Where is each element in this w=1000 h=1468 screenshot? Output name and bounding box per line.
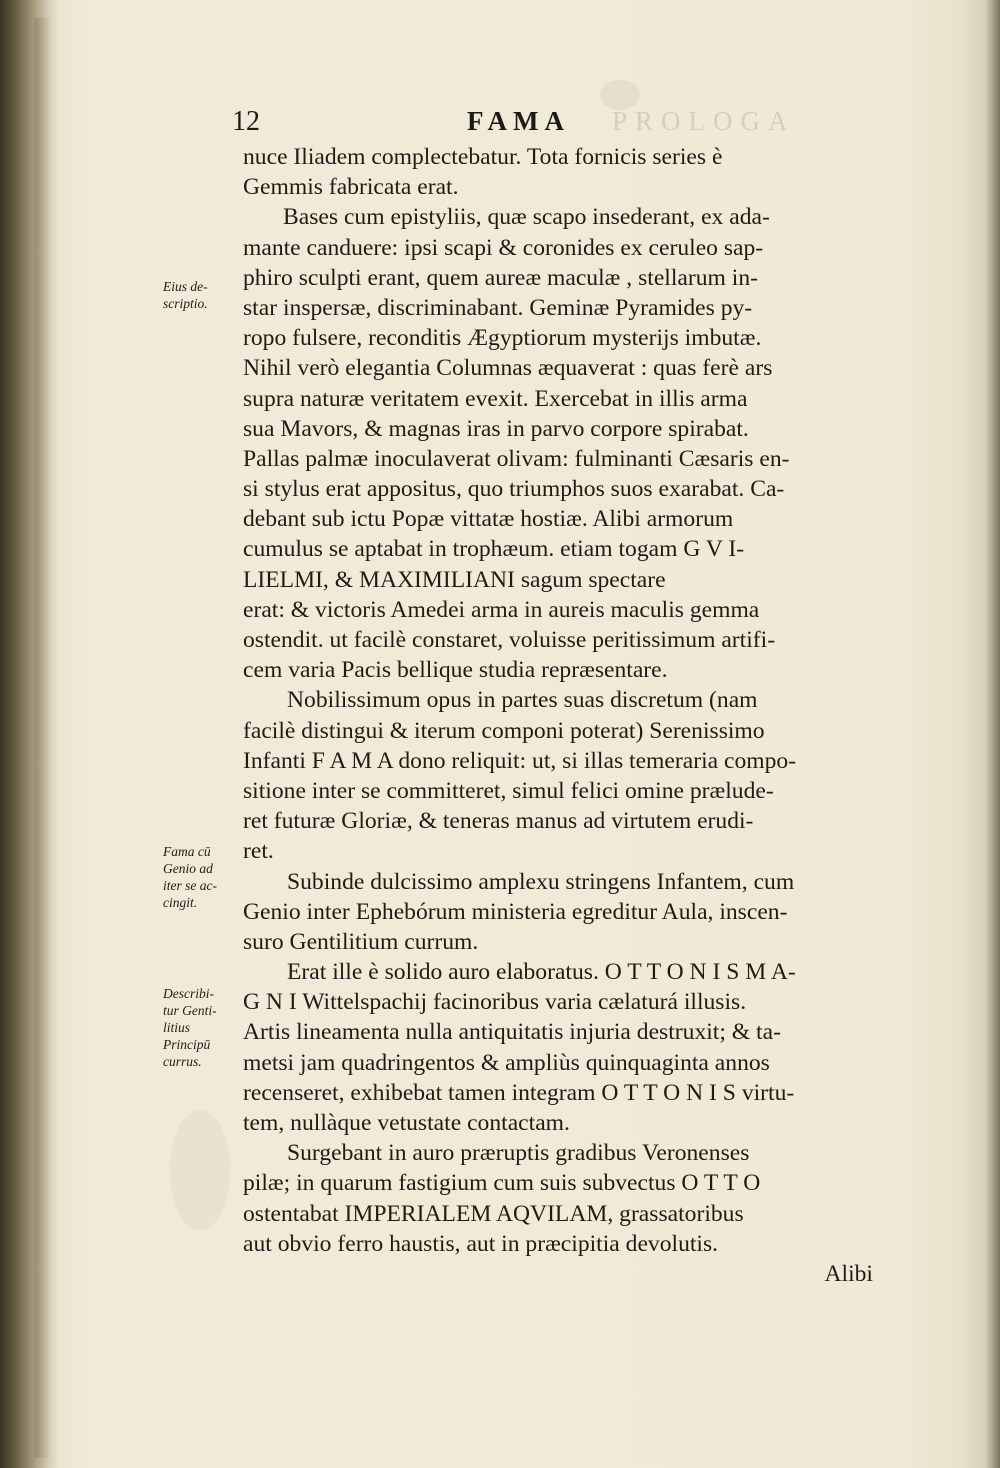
running-head: FAMA	[467, 106, 570, 136]
text-line: sua Mavors, & magnas iras in parvo corpore spirabat.	[243, 415, 749, 442]
text-line: supra naturæ veritatem evexit. Exercebat in illis arma	[243, 385, 748, 412]
text-line: cem varia Pacis bellique studia repræsentare.	[243, 657, 668, 684]
show-through-heading: PROLOGA	[612, 106, 796, 136]
margin-note-line: Eius de-	[163, 279, 208, 294]
text-line: Subinde dulcissimo amplexu stringens Infantem, cum	[287, 868, 795, 895]
catchword: Alibi	[824, 1260, 873, 1287]
margin-note-description	[163, 278, 243, 312]
text-line: Genio inter Ephebórum ministeria egreditur Aula, inscen-	[243, 898, 788, 925]
margin-note-line: Principū	[163, 1037, 211, 1052]
margin-note-line: Describi-	[163, 986, 214, 1001]
text-line: si stylus erat appositus, quo triumphos suos exarabat. Ca-	[243, 476, 785, 503]
text-line: ostentabat IMPERIALEM AQVILAM, grassatoribus	[243, 1200, 744, 1227]
margin-note-currus	[163, 985, 243, 1070]
text-line: star inspersæ, discriminabant. Geminæ Pyramides py-	[243, 294, 753, 321]
margin-note-fama	[163, 843, 243, 911]
text-line: facilè distingui & iterum componi poterat) Serenissimo	[243, 717, 765, 744]
margin-note-line: scriptio.	[163, 296, 208, 311]
page-edge	[34, 18, 52, 1458]
text-line: debant sub ictu Popæ vittatæ hostiæ. Alibi armorum	[243, 506, 734, 533]
margin-note-line: tur Genti-	[163, 1003, 217, 1018]
margin-note-line: Genio ad	[163, 861, 213, 876]
text-line: suro Gentilitium currum.	[243, 928, 479, 955]
text-line: G N I Wittelspachij facinoribus varia cælaturá illusis.	[243, 989, 747, 1016]
text-line: metsi jam quadringentos & ampliùs quinquaginta annos	[243, 1049, 770, 1076]
body-text	[243, 142, 873, 1289]
text-line: ropo fulsere, reconditis Ægyptiorum mysterijs imbutæ.	[243, 325, 762, 352]
text-line: tem, nullàque vetustate contactam.	[243, 1110, 570, 1136]
text-line: Nihil verò elegantia Columnas æquaverat : quas ferè ars	[243, 355, 773, 382]
page-number: 12	[232, 106, 260, 137]
page-header	[232, 106, 832, 142]
text-line: LIELMI, & MAXIMILIANI sagum spectare	[243, 566, 666, 593]
text-line: Gemmis fabricata erat.	[243, 174, 459, 201]
text-line: phiro sculpti erant, quem aureæ maculæ , stellarum in-	[243, 264, 758, 291]
text-line: recenseret, exhibebat tamen integram O T T O N I S virtu-	[243, 1079, 795, 1106]
paper-stain	[170, 1110, 230, 1230]
text-line: sitione inter se committeret, simul felici omine prælude-	[243, 777, 774, 804]
text-line: Erat ille è solido auro elaboratus. O T T O N I S M A-	[287, 959, 796, 986]
text-line: Pallas palmæ inoculaverat olivam: fulminanti Cæsaris en-	[243, 445, 790, 472]
text-line: Infanti F A M A dono reliquit: ut, si illas temeraria compo-	[243, 747, 797, 774]
margin-note-line: Fama cū	[163, 844, 211, 859]
margin-note-line: currus.	[163, 1054, 202, 1069]
text-line: ret.	[243, 838, 274, 865]
margin-note-line: cingit.	[163, 895, 198, 910]
text-line: Surgebant in auro præruptis gradibus Veronenses	[287, 1140, 750, 1167]
text-line: erat: & victoris Amedei arma in aureis maculis gemma	[243, 596, 760, 623]
text-line: ostendit. ut facilè constaret, voluisse peritissimum artifi-	[243, 627, 776, 653]
text-line: mante canduere: ipsi scapi & coronides ex ceruleo sap-	[243, 234, 764, 261]
text-line: pilæ; in quarum fastigium cum suis subvectus O T T O	[243, 1170, 761, 1197]
margin-note-line: litius	[163, 1020, 191, 1035]
text-line: aut obvio ferro haustis, aut in præcipitia devolutis.	[243, 1230, 719, 1257]
text-line: Bases cum epistyliis, quæ scapo insederant, ex ada-	[283, 204, 770, 231]
text-line: cumulus se aptabat in trophæum. etiam togam G V I-	[243, 536, 745, 563]
margin-note-line: iter se ac-	[163, 878, 217, 893]
text-line: ret futuræ Gloriæ, & teneras manus ad virtutem erudi-	[243, 808, 754, 835]
text-line: Artis lineamenta nulla antiquitatis injuria destruxit; & ta-	[243, 1019, 781, 1046]
text-line: nuce Iliadem complectebatur. Tota fornicis series è	[243, 144, 723, 170]
text-line: Nobilissimum opus in partes suas discretum (nam	[287, 687, 758, 714]
